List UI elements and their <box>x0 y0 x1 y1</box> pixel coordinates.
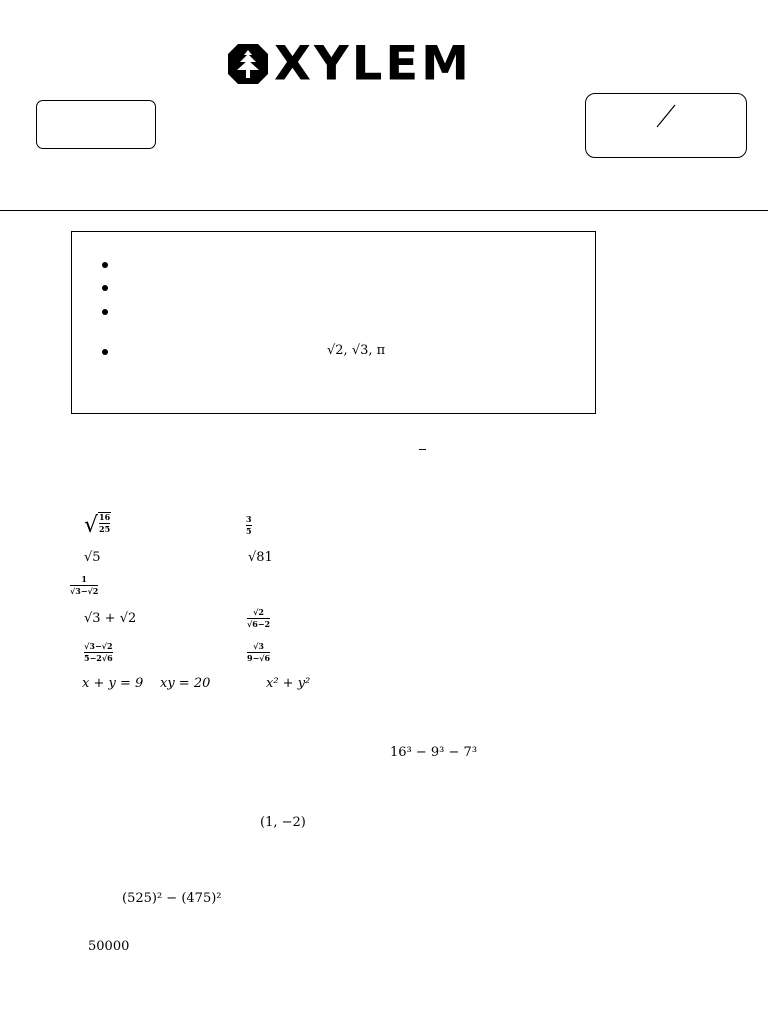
instruction-bullet <box>102 285 108 291</box>
instruction-bullet <box>102 262 108 268</box>
brand-name: XYLEM <box>274 36 472 92</box>
expr-x-plus-y: x + y = 9 <box>82 676 144 691</box>
expr-x2-plus-y2: x² + y² <box>266 676 311 691</box>
instruction-irrationals: √2, √3, π <box>327 343 386 358</box>
expr-root3-over-9-minus-root6: $\frac{√3}{9-√6}$ <box>247 641 271 663</box>
roll-number-box <box>36 100 156 149</box>
expr-root3-plus-root2: √3 + √2 <box>84 611 137 626</box>
header-rule <box>0 210 768 211</box>
expr-root2-over-root6-minus-2: $\frac{√2}{√6-2}$ <box>247 607 271 629</box>
expr-sqrt-16-25: √ $\frac{16}{25}$ <box>84 512 111 538</box>
section-dash <box>419 449 426 450</box>
expr-squares-difference: (525)² − (475)² <box>122 891 222 906</box>
expr-root3-minus-root2-over-5-minus-2root6: $\frac{√3-√2}{5-2√6}$ <box>84 641 113 663</box>
instructions-box <box>71 231 596 414</box>
expr-1-over-root3-minus-root2: $\frac{1}{√3-√2}$ <box>70 574 99 596</box>
expr-sqrt5: √5 <box>84 550 101 565</box>
expr-sqrt81: √81 <box>248 550 273 565</box>
expr-cubes: 16³ − 9³ − 7³ <box>390 745 478 760</box>
expr-50000: 50000 <box>88 939 130 954</box>
expr-point: (1, −2) <box>260 815 306 830</box>
brand-logo <box>226 36 472 92</box>
xylem-tree-icon <box>226 42 270 86</box>
expr-xy: xy = 20 <box>160 676 211 691</box>
instruction-bullet <box>102 309 108 315</box>
expr-3-over-5: $\frac{3}{5}$ <box>246 514 252 536</box>
marks-divider-slash <box>656 104 676 128</box>
instruction-bullet <box>102 349 108 355</box>
